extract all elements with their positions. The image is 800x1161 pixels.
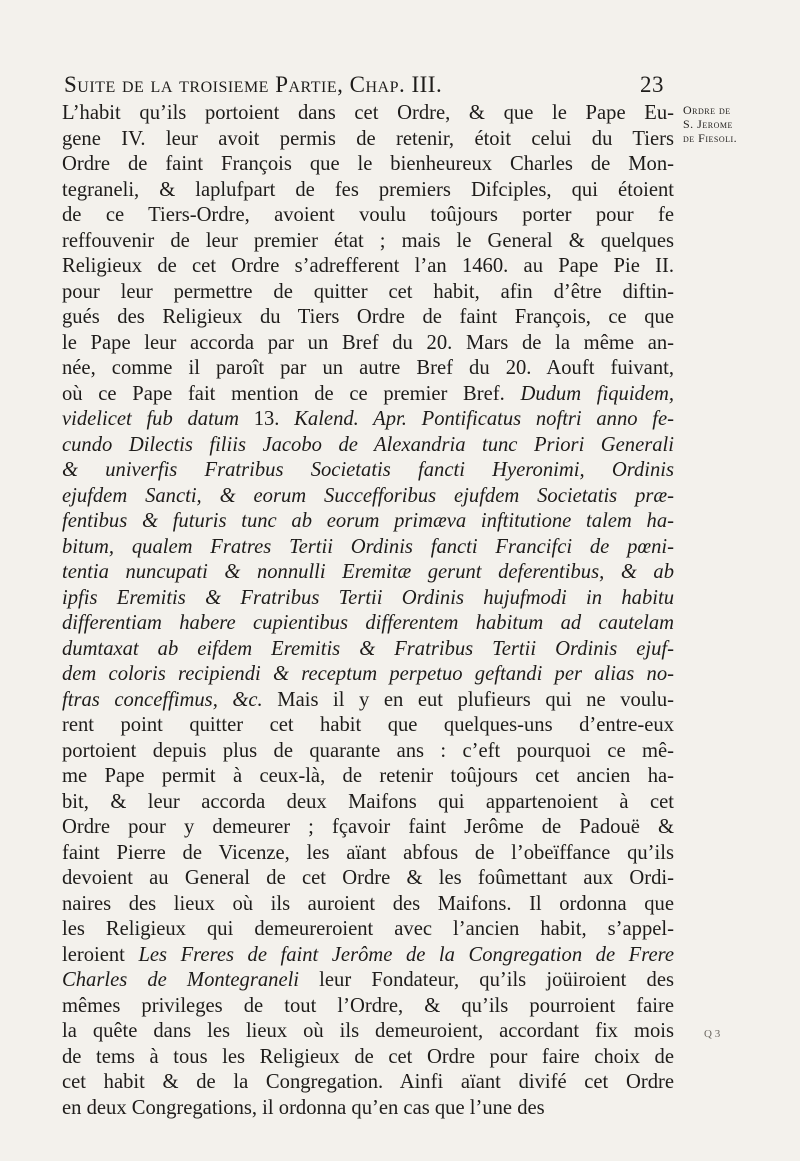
- text-line: [62, 458, 674, 484]
- text-run: la quête dans les lieux où ils demeuroient, accordant fix mois: [62, 1020, 674, 1042]
- italic-text-run: ejufdem Sancti, & eorum Succefforibus ejufdem Societatis præ-: [62, 484, 674, 507]
- text-line: [62, 535, 674, 561]
- text-line: [62, 305, 674, 331]
- text-run: mêmes privileges de tout l’Ordre, & qu’ils pourroient faire: [62, 994, 674, 1017]
- italic-text-run: Kalend. Apr. Pontificatus noftri anno fe-: [294, 408, 674, 430]
- text-line: [62, 229, 674, 255]
- text-run: de ce Tiers-Ordre, avoient voulu toûjours porter pour fe: [62, 204, 674, 226]
- text-run: L’habit qu’ils portoient dans cet Ordre, & que le Pape Eu-: [62, 102, 674, 124]
- text-run: faint Pierre de Vicenze, les aïant abfous de l’obeïffance qu’ils: [62, 841, 674, 864]
- text-line: [62, 968, 674, 994]
- text-line: [62, 101, 674, 127]
- text-line: [62, 1070, 674, 1096]
- italic-text-run: dem coloris recipiendi & receptum perpetuo geftandi per alias no-: [62, 663, 674, 685]
- text-line: [62, 892, 674, 918]
- text-run: en deux Congregations, il ordonna qu’en cas que l’une des: [62, 1096, 545, 1119]
- text-line: [62, 764, 674, 790]
- text-line: [62, 254, 674, 280]
- text-run: leroient: [62, 943, 139, 966]
- chapter-label: Chap. III.: [349, 72, 443, 97]
- italic-text-run: Les Freres de faint Jerôme de la Congregation de Frere: [138, 943, 675, 966]
- text-run: devoient au General de cet Ordre & les foûmettant aux Ordi-: [62, 867, 674, 889]
- margin-note-line: de Fiesoli.: [683, 131, 738, 145]
- text-line: [62, 484, 674, 510]
- text-line: [62, 841, 674, 867]
- text-line: [62, 152, 674, 178]
- text-line: [62, 1096, 674, 1122]
- text-run: cet habit & de la Congregation. Ainfi aïant divifé cet Ordre: [62, 1071, 674, 1093]
- text-line: [62, 713, 674, 739]
- text-run: naires des lieux où ils auroient des Maifons. Il ordonna que: [62, 892, 674, 915]
- text-run: le Pape leur accorda par un Bref du 20. Mars de la même an-: [62, 331, 674, 354]
- text-run: de tems à tous les Religieux de cet Ordre pour faire choix de: [62, 1045, 674, 1068]
- text-line: [62, 178, 674, 204]
- text-line: [62, 688, 674, 714]
- text-run: tegraneli, & laplufpart de fes premiers Difciples, qui étoient: [62, 178, 674, 201]
- italic-text-run: Dudum fiquidem,: [520, 382, 675, 405]
- text-line: [62, 509, 674, 535]
- italic-text-run: videlicet fub datum: [62, 408, 254, 430]
- text-line: [62, 127, 674, 153]
- text-line: [62, 1019, 674, 1045]
- italic-text-run: bitum, qualem Fratres Tertii Ordinis fancti Francifci de pœni-: [62, 535, 674, 558]
- text-line: [62, 203, 674, 229]
- running-header: [64, 72, 664, 98]
- text-run: leur Fondateur, qu’ils joüiroient des: [319, 969, 674, 991]
- italic-text-run: ftras conceffimus, &c.: [62, 688, 278, 711]
- page-number: 23: [640, 72, 664, 97]
- italic-text-run: dumtaxat ab eifdem Eremitis & Fratribus Tertii Ordinis ejuf-: [62, 637, 674, 660]
- text-run: Ordre pour y demeurer ; fçavoir faint Jerôme de Padouë &: [62, 816, 674, 838]
- body-text: [62, 101, 674, 1121]
- text-line: [62, 815, 674, 841]
- text-run: bit, & leur accorda deux Maifons qui appartenoient à cet: [62, 790, 674, 813]
- text-run: gene IV. leur avoit permis de retenir, étoit celui du Tiers: [62, 127, 674, 150]
- text-run: Mais il y en eut plufieurs qui ne voulu-: [277, 688, 674, 711]
- text-run: pour leur permettre de quitter cet habit, afin d’être diftin-: [62, 280, 674, 303]
- text-line: [62, 560, 674, 586]
- text-line: [62, 1045, 674, 1071]
- text-line: [62, 280, 674, 306]
- text-line: [62, 662, 674, 688]
- text-line: [62, 586, 674, 612]
- italic-text-run: fentibus & futuris tunc ab eorum primæva inftitutione talem ha-: [62, 510, 674, 532]
- signature-mark: Q 3: [704, 1028, 721, 1040]
- text-line: [62, 866, 674, 892]
- text-line: [62, 382, 674, 408]
- text-line: [62, 611, 674, 637]
- text-run: portoient depuis plus de quarante ans : c’eft pourquoi ce mê-: [62, 739, 674, 762]
- text-line: [62, 917, 674, 943]
- text-line: [62, 790, 674, 816]
- text-run: reffouvenir de leur premier état ; mais le General & quelques: [62, 229, 674, 252]
- text-run: gués des Religieux du Tiers Ordre de faint François, ce que: [62, 306, 674, 328]
- text-run: rent point quitter cet habit que quelques-uns d’entre-eux: [62, 714, 674, 736]
- text-line: [62, 407, 674, 433]
- text-run: 13.: [253, 408, 295, 430]
- italic-text-run: differentiam habere cupientibus differentem habitum ad cautelam: [62, 612, 674, 634]
- margin-note-line: S. Jerome: [683, 117, 733, 131]
- text-line: [62, 637, 674, 663]
- italic-text-run: tentia nuncupati & nonnulli Eremitæ gerunt deferentibus, & ab: [62, 561, 674, 583]
- text-run: les Religieux qui demeureroient avec l’ancien habit, s’appel-: [62, 918, 674, 940]
- running-title: Suite de la troisieme Partie,: [64, 72, 344, 97]
- text-run: Ordre de faint François que le bienheureux Charles de Mon-: [62, 153, 674, 175]
- italic-text-run: & univerfis Fratribus Societatis fancti Hyeronimi, Ordinis: [62, 459, 674, 481]
- text-run: née, comme il paroît par un autre Bref du 20. Aouft fuivant,: [62, 357, 674, 379]
- margin-note: [683, 103, 793, 145]
- text-line: [62, 739, 674, 765]
- italic-text-run: ipfis Eremitis & Fratribus Tertii Ordinis hujufmodi in habitu: [62, 586, 674, 609]
- italic-text-run: cundo Dilectis filiis Jacobo de Alexandria tunc Priori Generali: [62, 433, 674, 456]
- italic-text-run: Charles de Montegraneli: [62, 969, 320, 991]
- text-line: [62, 994, 674, 1020]
- margin-note-line: Ordre de: [683, 103, 731, 117]
- text-line: [62, 433, 674, 459]
- text-run: me Pape permit à ceux-là, de retenir toûjours cet ancien ha-: [62, 765, 674, 787]
- text-run: Religieux de cet Ordre s’adrefferent l’an 1460. au Pape Pie II.: [62, 255, 674, 277]
- text-line: [62, 943, 674, 969]
- text-run: où ce Pape fait mention de ce premier Bref.: [62, 382, 521, 405]
- text-line: [62, 331, 674, 357]
- text-line: [62, 356, 674, 382]
